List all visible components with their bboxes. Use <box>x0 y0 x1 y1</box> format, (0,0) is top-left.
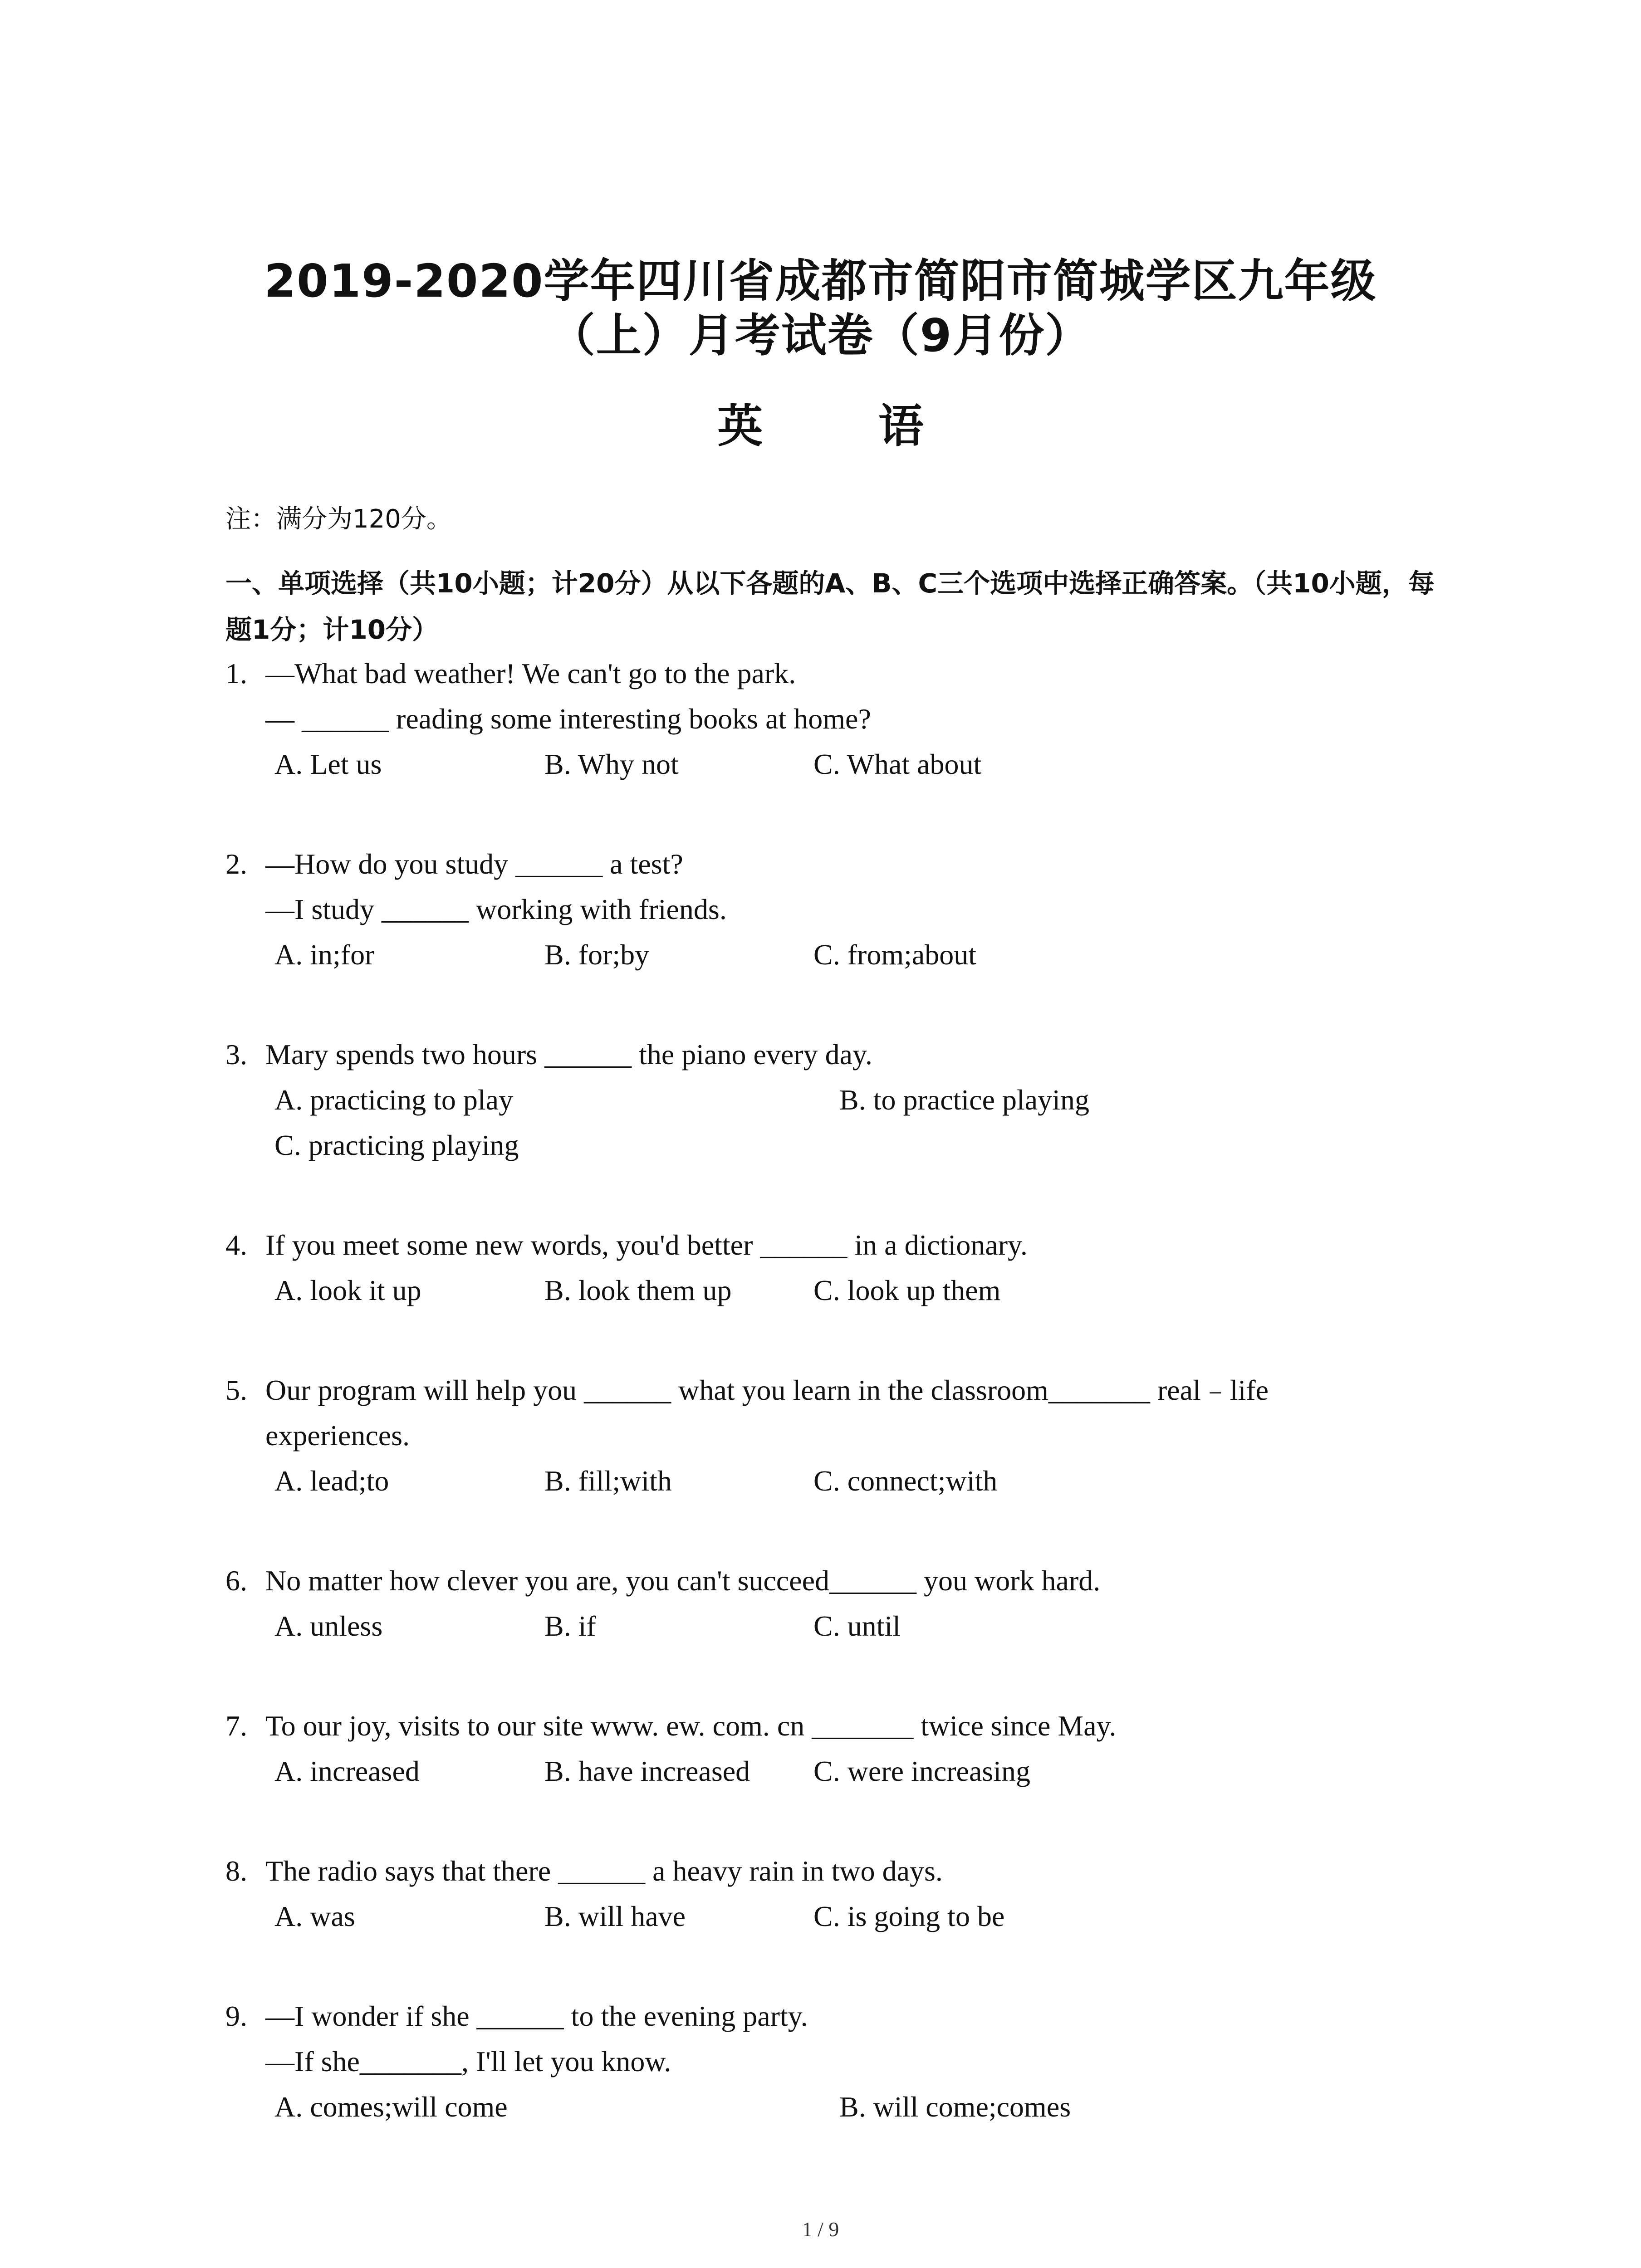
question-9-number: 9. <box>225 2000 247 2032</box>
question-3-number: 3. <box>225 1038 247 1070</box>
question-2-line-1: —How do you study ______ a test? <box>265 848 683 880</box>
question-1-option-b: B. Why not <box>544 748 679 780</box>
section-1-instructions: 一、单项选择（共10小题；计20分）从以下各题的A、B、C三个选项中选择正确答案。（共10小题，每题1分；计10分） <box>225 568 1435 645</box>
question-4-line-1: If you meet some new words, you'd better ______ in a dictionary. <box>265 1229 1028 1261</box>
question-5-line-1: Our program will help you ______ what you learn in the classroom_______ real﹣life <box>265 1374 1269 1406</box>
question-7-number: 7. <box>225 1710 247 1742</box>
exam-title-line-1: 2019-2020学年四川省成都市简阳市简城学区九年级 <box>264 254 1377 308</box>
question-7-option-c: C. were increasing <box>813 1755 1031 1787</box>
question-8-option-b: B. will have <box>544 1900 686 1932</box>
question-3-option-c: C. practicing playing <box>274 1129 519 1161</box>
question-6-line-1: No matter how clever you are, you can't succeed______ you work hard. <box>265 1564 1101 1597</box>
question-4-option-a: A. look it up <box>274 1274 421 1306</box>
question-8-line-1: The radio says that there ______ a heavy rain in two days. <box>265 1855 943 1887</box>
question-5-option-c: C. connect;with <box>813 1465 998 1497</box>
question-2-line-2: —I study ______ working with friends. <box>265 893 727 925</box>
question-9-option-b: B. will come;comes <box>839 2091 1071 2123</box>
question-9-line-1: —I wonder if she ______ to the evening party. <box>265 2000 808 2032</box>
question-8-number: 8. <box>225 1855 247 1887</box>
question-3-option-a: A. practicing to play <box>274 1084 514 1116</box>
question-6-number: 6. <box>225 1564 247 1597</box>
question-1-number: 1. <box>225 657 247 689</box>
exam-title-line-2: （上）月考试卷（9月份） <box>549 309 1092 362</box>
question-6-option-a: A. unless <box>274 1610 383 1642</box>
question-6-option-c: C. until <box>813 1610 901 1642</box>
question-6-option-b: B. if <box>544 1610 596 1642</box>
question-1-option-a: A. Let us <box>274 748 382 780</box>
question-9-option-a: A. comes;will come <box>274 2091 508 2123</box>
question-5-number: 5. <box>225 1374 247 1406</box>
question-5-line-2: experiences. <box>265 1419 410 1452</box>
score-note: 注：满分为120分。 <box>225 504 452 534</box>
question-8-option-a: A. was <box>274 1900 355 1932</box>
question-7-option-a: A. increased <box>274 1755 420 1787</box>
question-9-line-2: —If she_______, I'll let you know. <box>265 2045 671 2077</box>
question-2-option-a: A. in;for <box>274 938 375 971</box>
page-indicator: 1 / 9 <box>802 2218 839 2241</box>
question-5-option-a: A. lead;to <box>274 1465 389 1497</box>
question-2-option-b: B. for;by <box>544 938 650 971</box>
question-3-line-1: Mary spends two hours ______ the piano every day. <box>265 1038 872 1070</box>
question-7-option-b: B. have increased <box>544 1755 750 1787</box>
question-1-line-2: — ______ reading some interesting books at home? <box>265 703 871 735</box>
question-2-number: 2. <box>225 848 247 880</box>
question-8-option-c: C. is going to be <box>813 1900 1005 1932</box>
question-3-option-b: B. to practice playing <box>839 1084 1089 1116</box>
question-1-line-1: —What bad weather! We can't go to the park. <box>265 657 796 689</box>
subject-heading: 英 语 <box>717 400 974 453</box>
question-4-option-b: B. look them up <box>544 1274 732 1306</box>
question-7-line-1: To our joy, visits to our site www. ew. com. cn _______ twice since May. <box>265 1710 1117 1742</box>
question-4-option-c: C. look up them <box>813 1274 1001 1306</box>
question-4-number: 4. <box>225 1229 247 1261</box>
question-1-option-c: C. What about <box>813 748 982 780</box>
question-2-option-c: C. from;about <box>813 938 977 971</box>
question-5-option-b: B. fill;with <box>544 1465 672 1497</box>
